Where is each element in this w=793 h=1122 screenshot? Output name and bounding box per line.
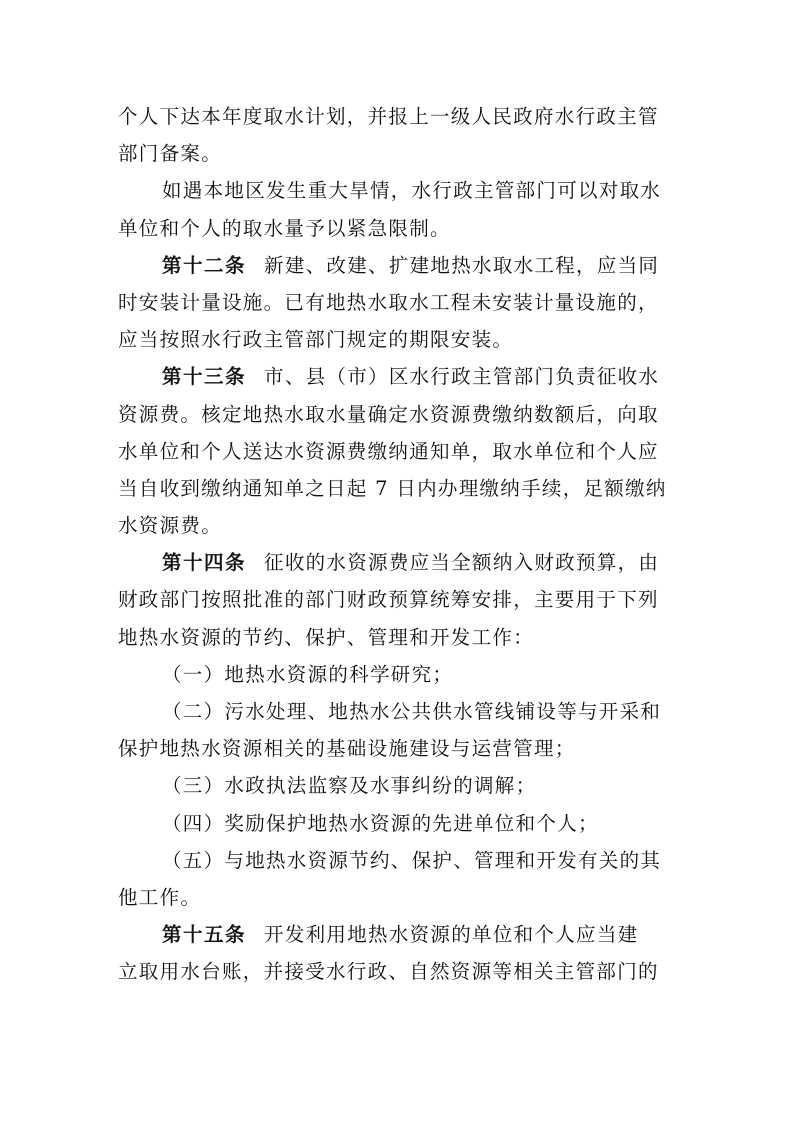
line-text: 保护地热水资源相关的基础设施建设与运营管理； bbox=[118, 737, 576, 761]
article-number: 第十四条 bbox=[162, 551, 247, 575]
document-page bbox=[118, 98, 673, 991]
line-text: 财政部门按照批准的部门财政预算统筹安排，主要用于下列 bbox=[118, 588, 659, 612]
text-line bbox=[118, 321, 673, 358]
line-text: 立取用水台账，并接受水行政、自然资源等相关主管部门的 bbox=[118, 960, 659, 984]
line-text: 征收的水资源费应当全额纳入财政预算，由 bbox=[264, 551, 660, 575]
text-line bbox=[118, 507, 673, 544]
line-text: 单位和个人的取水量予以紧急限制。 bbox=[118, 216, 451, 240]
line-text: （三）水政执法监察及水事纠纷的调解； bbox=[162, 774, 537, 798]
line-text: 资源费。核定地热水取水量确定水资源费缴纳数额后，向取 bbox=[118, 402, 659, 426]
text-line bbox=[118, 805, 673, 842]
text-line bbox=[118, 581, 673, 618]
line-text: 应当按照水行政主管部门规定的期限安装。 bbox=[118, 328, 514, 352]
line-text: 当自收到缴纳通知单之日起 7 日内办理缴纳手续，足额缴纳 bbox=[118, 476, 667, 500]
text-line bbox=[118, 693, 673, 730]
line-text: （二）污水处理、地热水公共供水管线铺设等与开采和 bbox=[162, 700, 662, 723]
line-text: 新建、改建、扩建地热水取水工程，应当同 bbox=[264, 253, 660, 277]
article-number: 第十三条 bbox=[162, 365, 247, 389]
line-text: （一）地热水资源的科学研究； bbox=[162, 662, 454, 686]
text-line bbox=[118, 879, 673, 916]
line-text: 部门备案。 bbox=[118, 142, 223, 166]
text-line bbox=[118, 730, 673, 767]
text-line bbox=[118, 470, 673, 507]
text-line bbox=[118, 210, 673, 247]
line-text: 开发利用地热水资源的单位和个人应当建 bbox=[264, 923, 639, 947]
text-line bbox=[118, 656, 673, 693]
line-text: 时安装计量设施。已有地热水取水工程未安装计量设施的， bbox=[118, 290, 659, 314]
article-number: 第十二条 bbox=[162, 253, 247, 277]
text-line bbox=[118, 396, 673, 433]
text-line bbox=[118, 842, 673, 879]
text-line bbox=[118, 619, 673, 656]
text-line bbox=[118, 953, 673, 990]
line-text: （五）与地热水资源节约、保护、管理和开发有关的其 bbox=[162, 848, 662, 872]
line-text: 市、县（市）区水行政主管部门负责征收水 bbox=[264, 365, 660, 389]
line-text: 水单位和个人送达水资源费缴纳通知单，取水单位和个人应 bbox=[118, 439, 659, 463]
text-line bbox=[118, 98, 673, 135]
text-line bbox=[118, 767, 673, 804]
line-text: 水资源费。 bbox=[118, 514, 223, 538]
line-text: 如遇本地区发生重大旱情，水行政主管部门可以对取水 bbox=[162, 179, 662, 203]
line-text: （四）奖励保护地热水资源的先进单位和个人； bbox=[162, 811, 599, 835]
text-line bbox=[118, 284, 673, 321]
article-line bbox=[118, 544, 673, 581]
text-line bbox=[118, 433, 673, 470]
text-line bbox=[118, 135, 673, 172]
article-line bbox=[118, 247, 673, 284]
line-text: 个人下达本年度取水计划，并报上一级人民政府水行政主管 bbox=[118, 105, 659, 128]
text-line bbox=[118, 172, 673, 209]
article-line bbox=[118, 916, 673, 953]
article-number: 第十五条 bbox=[162, 923, 247, 947]
line-text: 他工作。 bbox=[118, 885, 202, 909]
line-text: 地热水资源的节约、保护、管理和开发工作： bbox=[118, 625, 535, 649]
article-line bbox=[118, 358, 673, 395]
